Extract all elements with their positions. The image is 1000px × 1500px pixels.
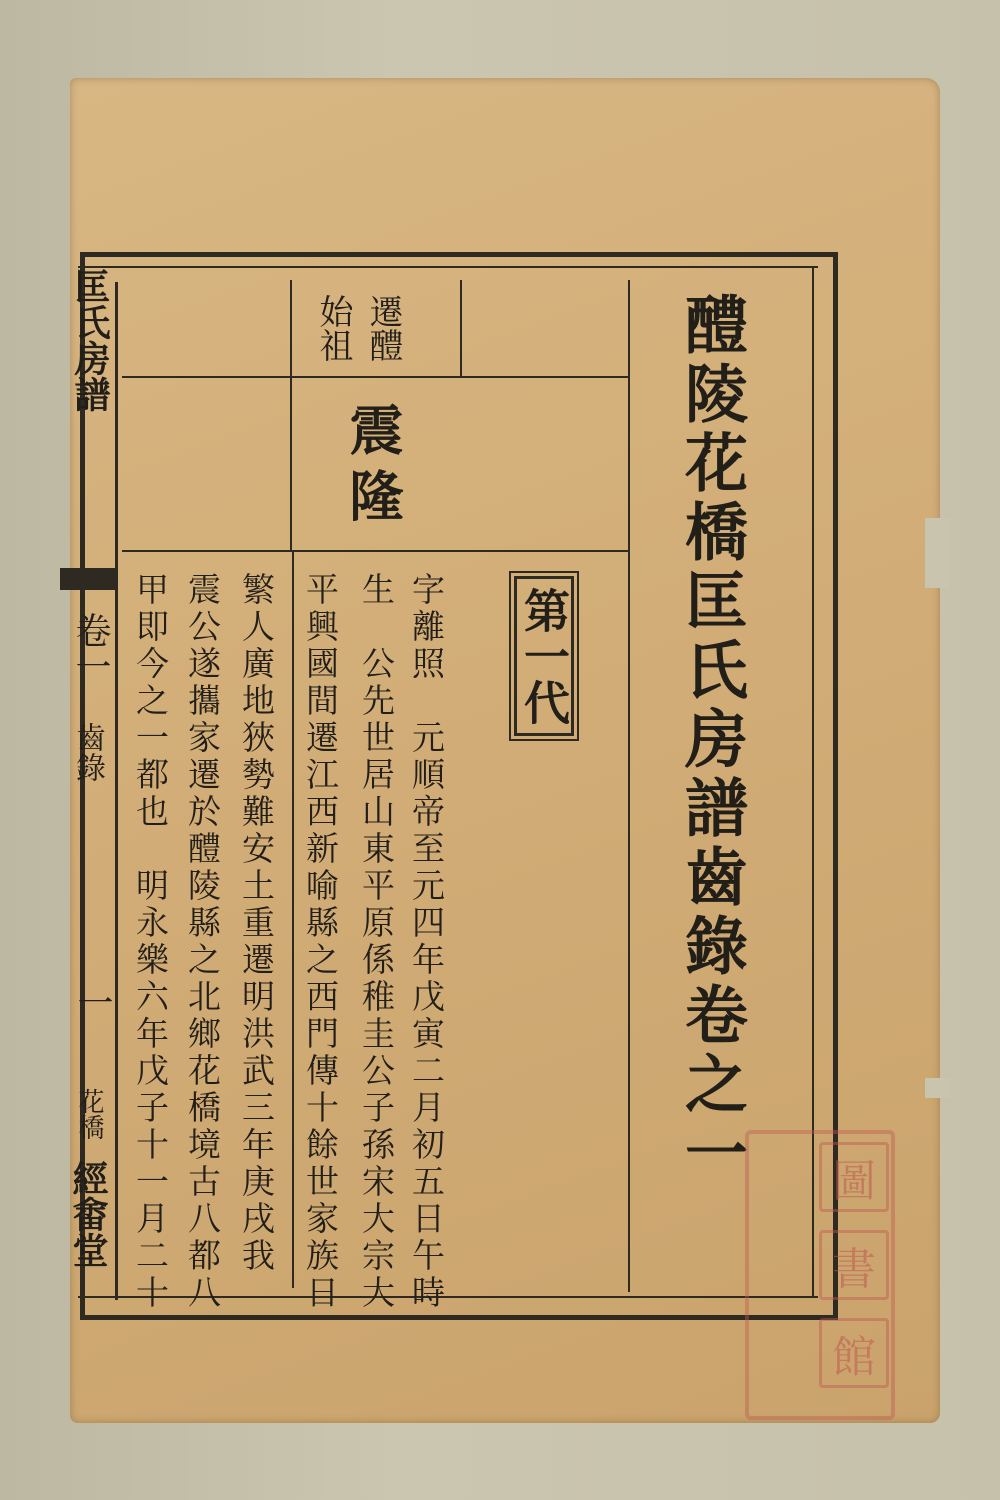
header-founder: 始祖 — [313, 294, 353, 362]
generation-label: 第一代 — [514, 576, 574, 736]
column-rule — [290, 280, 292, 550]
margin-section: 齒錄 — [70, 722, 105, 782]
fold-fishtail — [60, 568, 118, 590]
body-column: 字離照 元順帝至元四年戊寅二月初五日午時 — [407, 572, 446, 1312]
frame-inner-line — [78, 266, 818, 268]
margin-book-title: 匡氏房譜 — [69, 268, 111, 412]
row-rule — [122, 550, 630, 552]
row-rule — [122, 376, 630, 378]
column-rule — [460, 280, 462, 376]
seal-cell: 館 — [819, 1318, 889, 1388]
document-title: 醴陵花橋匡氏房譜齒錄卷之一 — [675, 292, 749, 1189]
body-column: 震公遂攜家遷於醴陵縣之北鄉花橋境古八都八 — [183, 572, 222, 1312]
page-tear — [925, 518, 950, 588]
body-column: 繁人廣地狹勢難安土重遷明洪武三年庚戌我 — [237, 572, 276, 1275]
ancestor-name: 震隆 — [341, 402, 405, 534]
seal-cell: 圖 — [819, 1142, 889, 1212]
body-column: 生 公先世居山東平原係稚圭公子孫宋大宗大 — [357, 572, 396, 1312]
fold-margin-line — [115, 282, 118, 1300]
column-rule — [292, 552, 294, 1288]
body-column: 甲即今之一都也 明永樂六年戊子十一月二十 — [131, 572, 170, 1312]
body-column: 平興國間遷江西新喻縣之西門傳十餘世家族日 — [301, 572, 340, 1312]
margin-hall: 經畬堂 — [67, 1160, 109, 1268]
seal-cell: 書 — [819, 1230, 889, 1300]
margin-publisher: 花橋 — [74, 1088, 104, 1140]
margin-volume: 卷一 — [70, 612, 111, 684]
page-tear — [925, 1078, 950, 1098]
column-rule — [628, 280, 630, 1292]
header-migration: 遷醴 — [363, 294, 403, 362]
margin-page-number: 一 — [72, 984, 113, 1020]
library-seal — [745, 1130, 895, 1420]
